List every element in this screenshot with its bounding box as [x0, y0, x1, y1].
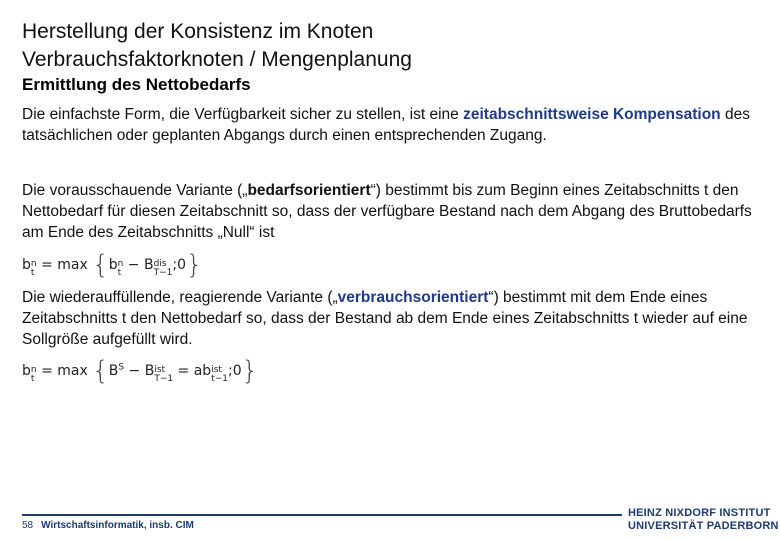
- f1-lhs-sup: n: [30, 259, 37, 269]
- f2-term1: B: [108, 363, 119, 379]
- section-subtitle: Ermittlung des Nettobedarfs: [22, 75, 251, 94]
- institute-logo: [628, 507, 779, 533]
- title-line-2: Verbrauchsfaktorknoten / Mengenplanung: [22, 48, 412, 71]
- close-brace-icon: }: [241, 356, 259, 386]
- f2-eq2: = ab: [173, 363, 212, 379]
- open-brace-icon: {: [92, 250, 109, 280]
- footer-divider: [22, 514, 622, 516]
- footer-course: Wirtschaftsinformatik, insb. CIM: [41, 520, 194, 531]
- p3-text-before: Die wiederauffüllende, reagierende Variante („: [22, 289, 338, 306]
- formula-bedarfsorientiert: [22, 250, 203, 280]
- f1-term2-sup: dis: [153, 259, 167, 269]
- p2-text-after: “) bestimmt bis zum Beginn eines Zeitabschnitts t den Nettobedarf für diesen Zeitabschnitt so, dass der verfügbare Bestand nach dem Abgang des Bruttobedarfs am Ende des Zeitabschnitts „Null“ ist: [22, 182, 752, 241]
- p3-text-after: “) bestimmt mit dem Ende eines Zeitabschnitts t den Nettobedarf so, dass der Bestand ab dem Ende eines Zeitabschnitts t wieder auf eine Sollgröße aufgefüllt wird.: [22, 289, 748, 348]
- logo-line-2: UNIVERSITÄT PADERBORN: [628, 520, 779, 532]
- f2-lhs-sup: n: [30, 365, 37, 375]
- page-title: [22, 18, 762, 74]
- p2-text-before: Die vorausschauende Variante („: [22, 182, 248, 199]
- paragraph-3: [22, 287, 752, 350]
- f2-term1-sup: S: [118, 362, 125, 373]
- f1-lhs: b: [22, 257, 31, 273]
- logo-line-1: HEINZ NIXDORF INSTITUT: [628, 507, 771, 519]
- f1-lhs-sub: t: [30, 268, 35, 278]
- f1-eq: = max: [41, 257, 88, 273]
- f2-lhs: b: [22, 363, 31, 379]
- f2-lhs-sub: t: [30, 374, 35, 384]
- open-brace-icon: {: [92, 356, 109, 386]
- f2-tail: ;0: [228, 363, 242, 379]
- page-number: 58: [22, 520, 34, 531]
- f2-term3-sub: t−1: [211, 374, 228, 384]
- paragraph-2: [22, 180, 752, 243]
- p1-text-after: des tatsächlichen oder geplanten Abgangs durch einen entsprechenden Zugang.: [22, 106, 750, 144]
- f1-tail: ;0: [172, 257, 186, 273]
- f1-term1: b: [108, 257, 118, 273]
- p2-bold: bedarfsorientiert: [247, 182, 371, 199]
- f1-term1-sub: t: [117, 268, 122, 278]
- f2-term3-sup: ist: [211, 365, 222, 375]
- f1-minus-B: − B: [123, 257, 154, 273]
- paragraph-1: [22, 104, 752, 146]
- f1-term2-sub: T−1: [153, 268, 173, 278]
- p1-text-before: Die einfachste Form, die Verfügbarkeit sicher zu stellen, ist eine: [22, 106, 464, 123]
- footer: [22, 520, 194, 531]
- f2-term2-sub: T−1: [154, 374, 174, 384]
- p3-highlight: verbrauchsorientiert: [337, 289, 489, 306]
- p1-highlight: zeitabschnittsweise Kompensation: [463, 106, 721, 123]
- title-line-1: Herstellung der Konsistenz im Knoten: [22, 20, 374, 43]
- f2-term2-sup: ist: [154, 365, 166, 375]
- f1-term1-sup: n: [117, 259, 124, 269]
- f2-minus-B: − B: [124, 363, 155, 379]
- close-brace-icon: }: [186, 250, 203, 280]
- f2-eq: = max: [41, 363, 88, 379]
- formula-verbrauchsorientiert: [22, 356, 258, 386]
